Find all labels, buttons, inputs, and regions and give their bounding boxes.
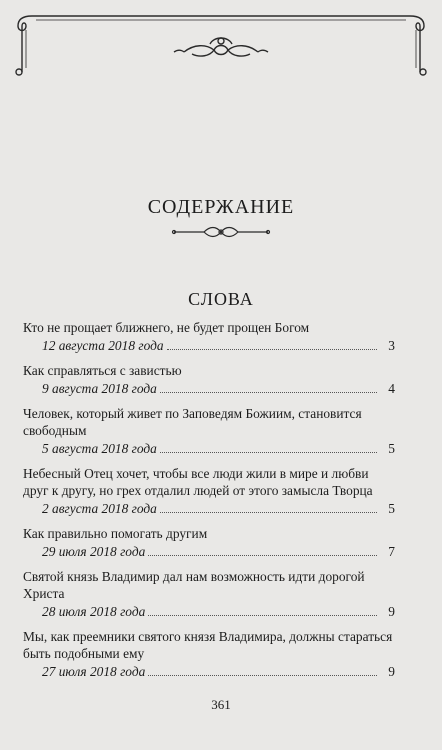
entry-date-line [23,603,395,620]
entry-date: 29 июля 2018 года [42,544,146,559]
entry-date: 12 августа 2018 года [42,338,164,353]
entry-page-number: 9 [388,604,395,619]
dot-leader [160,452,377,453]
dot-leader [167,349,377,350]
entry-title: Мы, как преемники святого князя Владимира, должны стараться быть подобными ему [23,629,393,661]
entry-page-number: 4 [388,381,395,396]
dot-leader [148,615,377,616]
entry-title: Как правильно помогать другим [23,526,208,541]
toc-entry[interactable] [23,319,395,354]
section-heading: СЛОВА [188,289,254,309]
entry-date-line [23,543,395,560]
entry-title: Как справляться с завистью [23,363,182,378]
entry-page-number: 7 [388,544,395,559]
entry-date-line [23,500,395,517]
entry-page-number: 5 [388,501,395,516]
toc-entry[interactable] [23,568,395,620]
entry-date-line [23,440,395,457]
toc-entry[interactable] [23,465,395,517]
entry-title: Человек, который живет по Заповедям Божиим, становится свободным [23,406,362,438]
entry-page-number: 5 [388,441,395,456]
page-number: 361 [211,697,231,712]
dot-leader [148,675,377,676]
entry-page-number: 3 [388,338,395,353]
entry-date-line [23,337,395,354]
dot-leader [160,512,377,513]
entry-date-line [23,380,395,397]
toc-entry[interactable] [23,362,395,397]
toc-entry[interactable] [23,628,395,680]
entry-date: 9 августа 2018 года [42,381,157,396]
entry-date: 28 июля 2018 года [42,604,146,619]
entry-title: Святой князь Владимир дал нам возможность идти дорогой Христа [23,569,365,601]
entry-date: 2 августа 2018 года [42,501,157,516]
entry-date: 5 августа 2018 года [42,441,157,456]
entry-title: Небесный Отец хочет, чтобы все люди жили в мире и любви друг к другу, но грех отдалил людей от этого замысла Творца [23,466,373,498]
toc-heading: СОДЕРЖАНИЕ [147,196,295,218]
toc-entry[interactable] [23,525,395,560]
dot-leader [160,392,377,393]
toc-entry-list [23,319,395,688]
toc-entry[interactable] [23,405,395,457]
title-ornament [170,224,272,240]
entry-date-line [23,663,395,680]
entry-date: 27 июля 2018 года [42,664,146,679]
entry-title: Кто не прощает ближнего, не будет прощен Богом [23,320,310,335]
ornamental-header-frame [14,8,428,78]
dot-leader [148,555,377,556]
entry-page-number: 9 [388,664,395,679]
